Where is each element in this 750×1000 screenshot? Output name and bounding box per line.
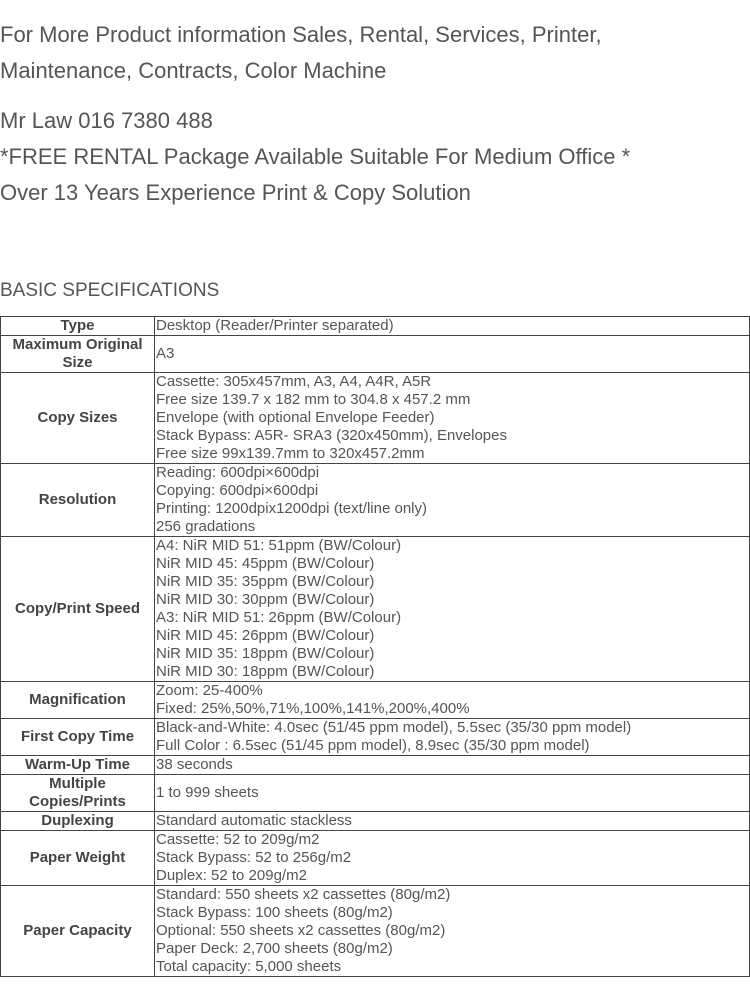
- table-row: [1, 317, 750, 336]
- table-row: [1, 886, 750, 977]
- table-row: [1, 373, 750, 464]
- spec-label: Paper Capacity: [1, 886, 155, 977]
- spec-value-line: 38 seconds: [156, 756, 233, 773]
- spec-value-line: NiR MID 35: 35ppm (BW/Colour): [156, 573, 375, 590]
- spec-value: [155, 682, 750, 719]
- spec-value-line: Free size 99x139.7mm to 320x457.2mm: [156, 445, 425, 462]
- spec-label: Copy/Print Speed: [1, 537, 155, 682]
- spec-value-line: Duplex: 52 to 209g/m2: [156, 867, 307, 884]
- spec-value-line: Stack Bypass: A5R- SRA3 (320x450mm), Envelopes: [156, 427, 507, 444]
- spec-value-line: A4: NiR MID 51: 51ppm (BW/Colour): [156, 537, 402, 554]
- spec-value-line: Black-and-White: 4.0sec (51/45 ppm model), 5.5sec (35/30 ppm model): [156, 719, 632, 736]
- spec-value-line: Zoom: 25-400%: [156, 682, 263, 699]
- table-row: [1, 756, 750, 775]
- table-row: [1, 775, 750, 812]
- table-row: [1, 336, 750, 373]
- spec-label: Warm-Up Time: [1, 756, 155, 775]
- spec-value-line: Standard: 550 sheets x2 cassettes (80g/m2): [156, 886, 451, 903]
- spec-label: Maximum Original Size: [1, 336, 155, 373]
- spec-value-line: Envelope (with optional Envelope Feeder): [156, 409, 435, 426]
- spec-label: Duplexing: [1, 812, 155, 831]
- spec-value-line: Stack Bypass: 52 to 256g/m2: [156, 849, 352, 866]
- table-row: [1, 537, 750, 682]
- spec-value: [155, 831, 750, 886]
- table-row: [1, 464, 750, 537]
- spec-value: [155, 336, 750, 373]
- intro-line-2: Maintenance, Contracts, Color Machine: [0, 58, 387, 83]
- spec-value-line: NiR MID 30: 18ppm (BW/Colour): [156, 663, 375, 680]
- table-row: [1, 719, 750, 756]
- spec-value-line: A3: NiR MID 51: 26ppm (BW/Colour): [156, 609, 402, 626]
- spec-value-line: Cassette: 52 to 209g/m2: [156, 831, 320, 848]
- spec-value-line: 1 to 999 sheets: [156, 784, 259, 801]
- table-row: [1, 812, 750, 831]
- spec-value-line: Reading: 600dpi×600dpi: [156, 464, 320, 481]
- spec-value-line: NiR MID 35: 18ppm (BW/Colour): [156, 645, 375, 662]
- spec-value-line: Full Color : 6.5sec (51/45 ppm model), 8.9sec (35/30 ppm model): [156, 737, 590, 754]
- spec-value: [155, 756, 750, 775]
- spec-label: Multiple Copies/Prints: [1, 775, 155, 812]
- spec-table: [0, 316, 750, 977]
- spec-value: [155, 464, 750, 537]
- spec-value-line: NiR MID 45: 26ppm (BW/Colour): [156, 627, 375, 644]
- intro-gap: [0, 89, 750, 103]
- spec-label: Paper Weight: [1, 831, 155, 886]
- spec-value-line: Cassette: 305x457mm, A3, A4, A4R, A5R: [156, 373, 432, 390]
- table-row: [1, 682, 750, 719]
- spec-value: [155, 886, 750, 977]
- spec-label: Resolution: [1, 464, 155, 537]
- spec-value-line: Standard automatic stackless: [156, 812, 352, 829]
- spec-value: [155, 317, 750, 336]
- spec-value-line: Stack Bypass: 100 sheets (80g/m2): [156, 904, 393, 921]
- spec-value-line: A3: [156, 345, 175, 362]
- spec-value-line: NiR MID 30: 30ppm (BW/Colour): [156, 591, 375, 608]
- spec-label: Copy Sizes: [1, 373, 155, 464]
- experience-line: Over 13 Years Experience Print & Copy Solution: [0, 180, 471, 205]
- spec-value-line: Paper Deck: 2,700 sheets (80g/m2): [156, 940, 393, 957]
- intro-line-1: For More Product information Sales, Rental, Services, Printer,: [0, 22, 602, 47]
- spec-value-line: Fixed: 25%,50%,71%,100%,141%,200%,400%: [156, 700, 470, 717]
- spec-value-line: Copying: 600dpi×600dpi: [156, 482, 319, 499]
- spec-value-line: Free size 139.7 x 182 mm to 304.8 x 457.2 mm: [156, 391, 471, 408]
- spec-label: First Copy Time: [1, 719, 155, 756]
- spec-value: [155, 537, 750, 682]
- spec-value-line: NiR MID 45: 45ppm (BW/Colour): [156, 555, 375, 572]
- spec-value-line: Desktop (Reader/Printer separated): [156, 317, 394, 334]
- spec-table-body: [1, 317, 750, 977]
- table-row: [1, 831, 750, 886]
- spec-value-line: 256 gradations: [156, 518, 256, 535]
- spec-value-line: Total capacity: 5,000 sheets: [156, 958, 342, 975]
- spec-heading: BASIC SPECIFICATIONS: [0, 280, 220, 301]
- spec-value: [155, 719, 750, 756]
- spec-value-line: Printing: 1200dpix1200dpi (text/line only): [156, 500, 428, 517]
- spec-value: [155, 775, 750, 812]
- spec-value: [155, 812, 750, 831]
- spec-value: [155, 373, 750, 464]
- spec-label: Type: [1, 317, 155, 336]
- spec-label: Magnification: [1, 682, 155, 719]
- spec-value-line: Optional: 550 sheets x2 cassettes (80g/m2): [156, 922, 446, 939]
- contact-line: Mr Law 016 7380 488: [0, 108, 213, 133]
- intro-section: [0, 17, 750, 211]
- promo-line: *FREE RENTAL Package Available Suitable For Medium Office *: [0, 144, 631, 169]
